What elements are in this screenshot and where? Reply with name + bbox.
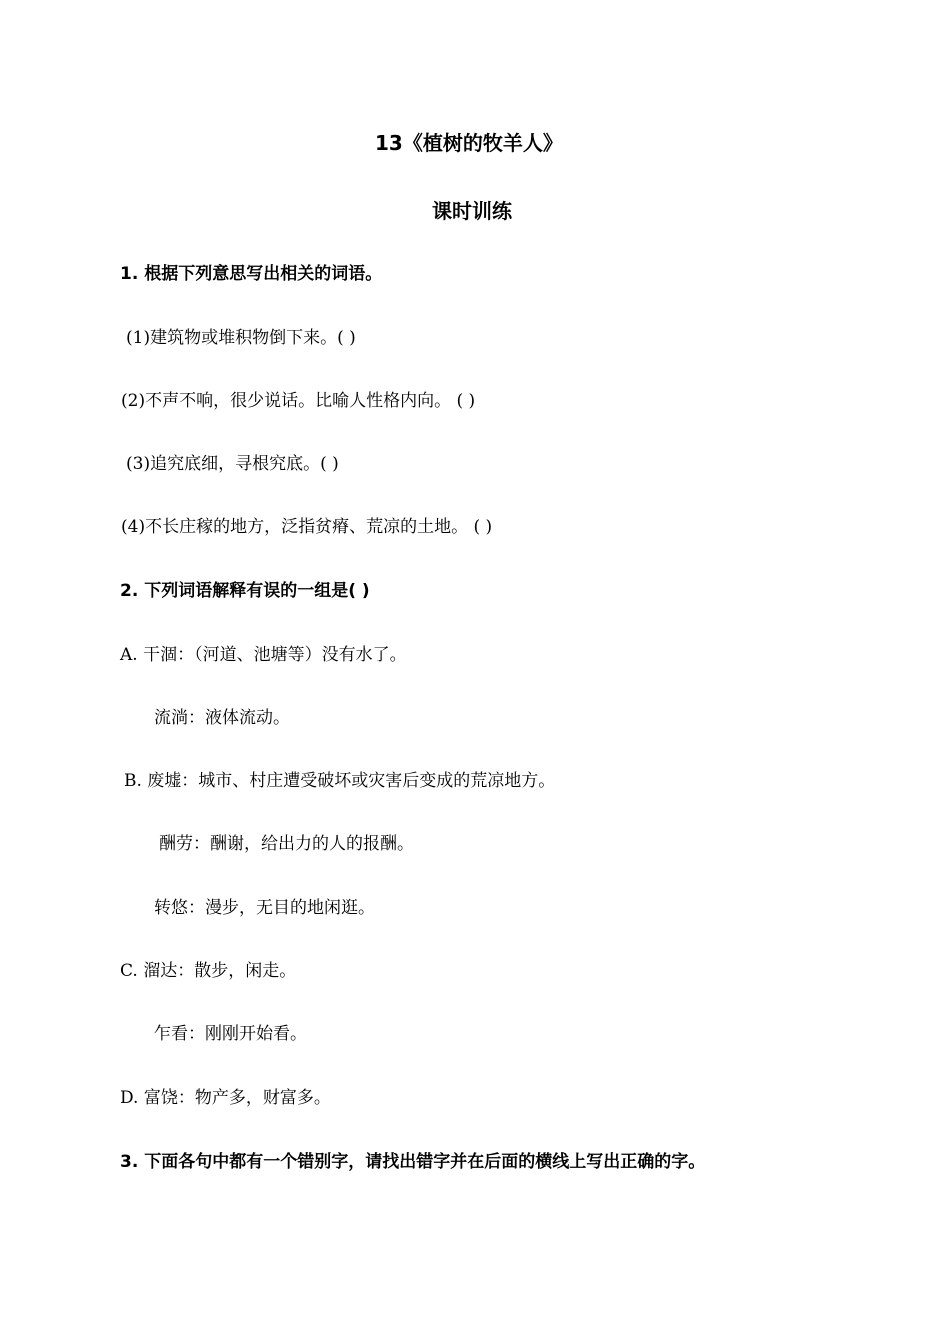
question-1-item: (1)建筑物或堆积物倒下来。( ) — [126, 328, 356, 348]
question-2-option-d: D. 富饶：物产多，财富多。 — [120, 1088, 331, 1108]
question-2-heading: 2. 下列词语解释有误的一组是( ) — [120, 581, 370, 601]
question-2-option-b-line: 酬劳：酬谢，给出力的人的报酬。 — [159, 834, 414, 854]
question-1-heading: 1. 根据下列意思写出相关的词语。 — [120, 264, 383, 284]
question-1-item: (2)不声不响，很少说话。比喻人性格内向。 ( ) — [121, 391, 476, 411]
question-2-option-c-line: 乍看：刚刚开始看。 — [154, 1024, 307, 1044]
question-2-option-c: C. 溜达：散步，闲走。 — [120, 961, 297, 981]
question-2-option-a: A. 干涸：（河道、池塘等）没有水了。 — [120, 645, 407, 665]
question-2-option-a-line: 流淌：液体流动。 — [154, 708, 290, 728]
question-1-item: (3)追究底细，寻根究底。( ) — [126, 454, 339, 474]
question-2-option-b-line: 转悠：漫步，无目的地闲逛。 — [154, 898, 375, 918]
page-subtitle: 课时训练 — [432, 199, 512, 223]
page-title: 13《植树的牧羊人》 — [375, 131, 563, 155]
question-2-option-b: B. 废墟：城市、村庄遭受破坏或灾害后变成的荒凉地方。 — [124, 771, 556, 791]
question-3-heading: 3. 下面各句中都有一个错别字，请找出错字并在后面的横线上写出正确的字。 — [120, 1152, 706, 1172]
question-1-item: (4)不长庄稼的地方，泛指贫瘠、荒凉的土地。 ( ) — [121, 517, 493, 537]
